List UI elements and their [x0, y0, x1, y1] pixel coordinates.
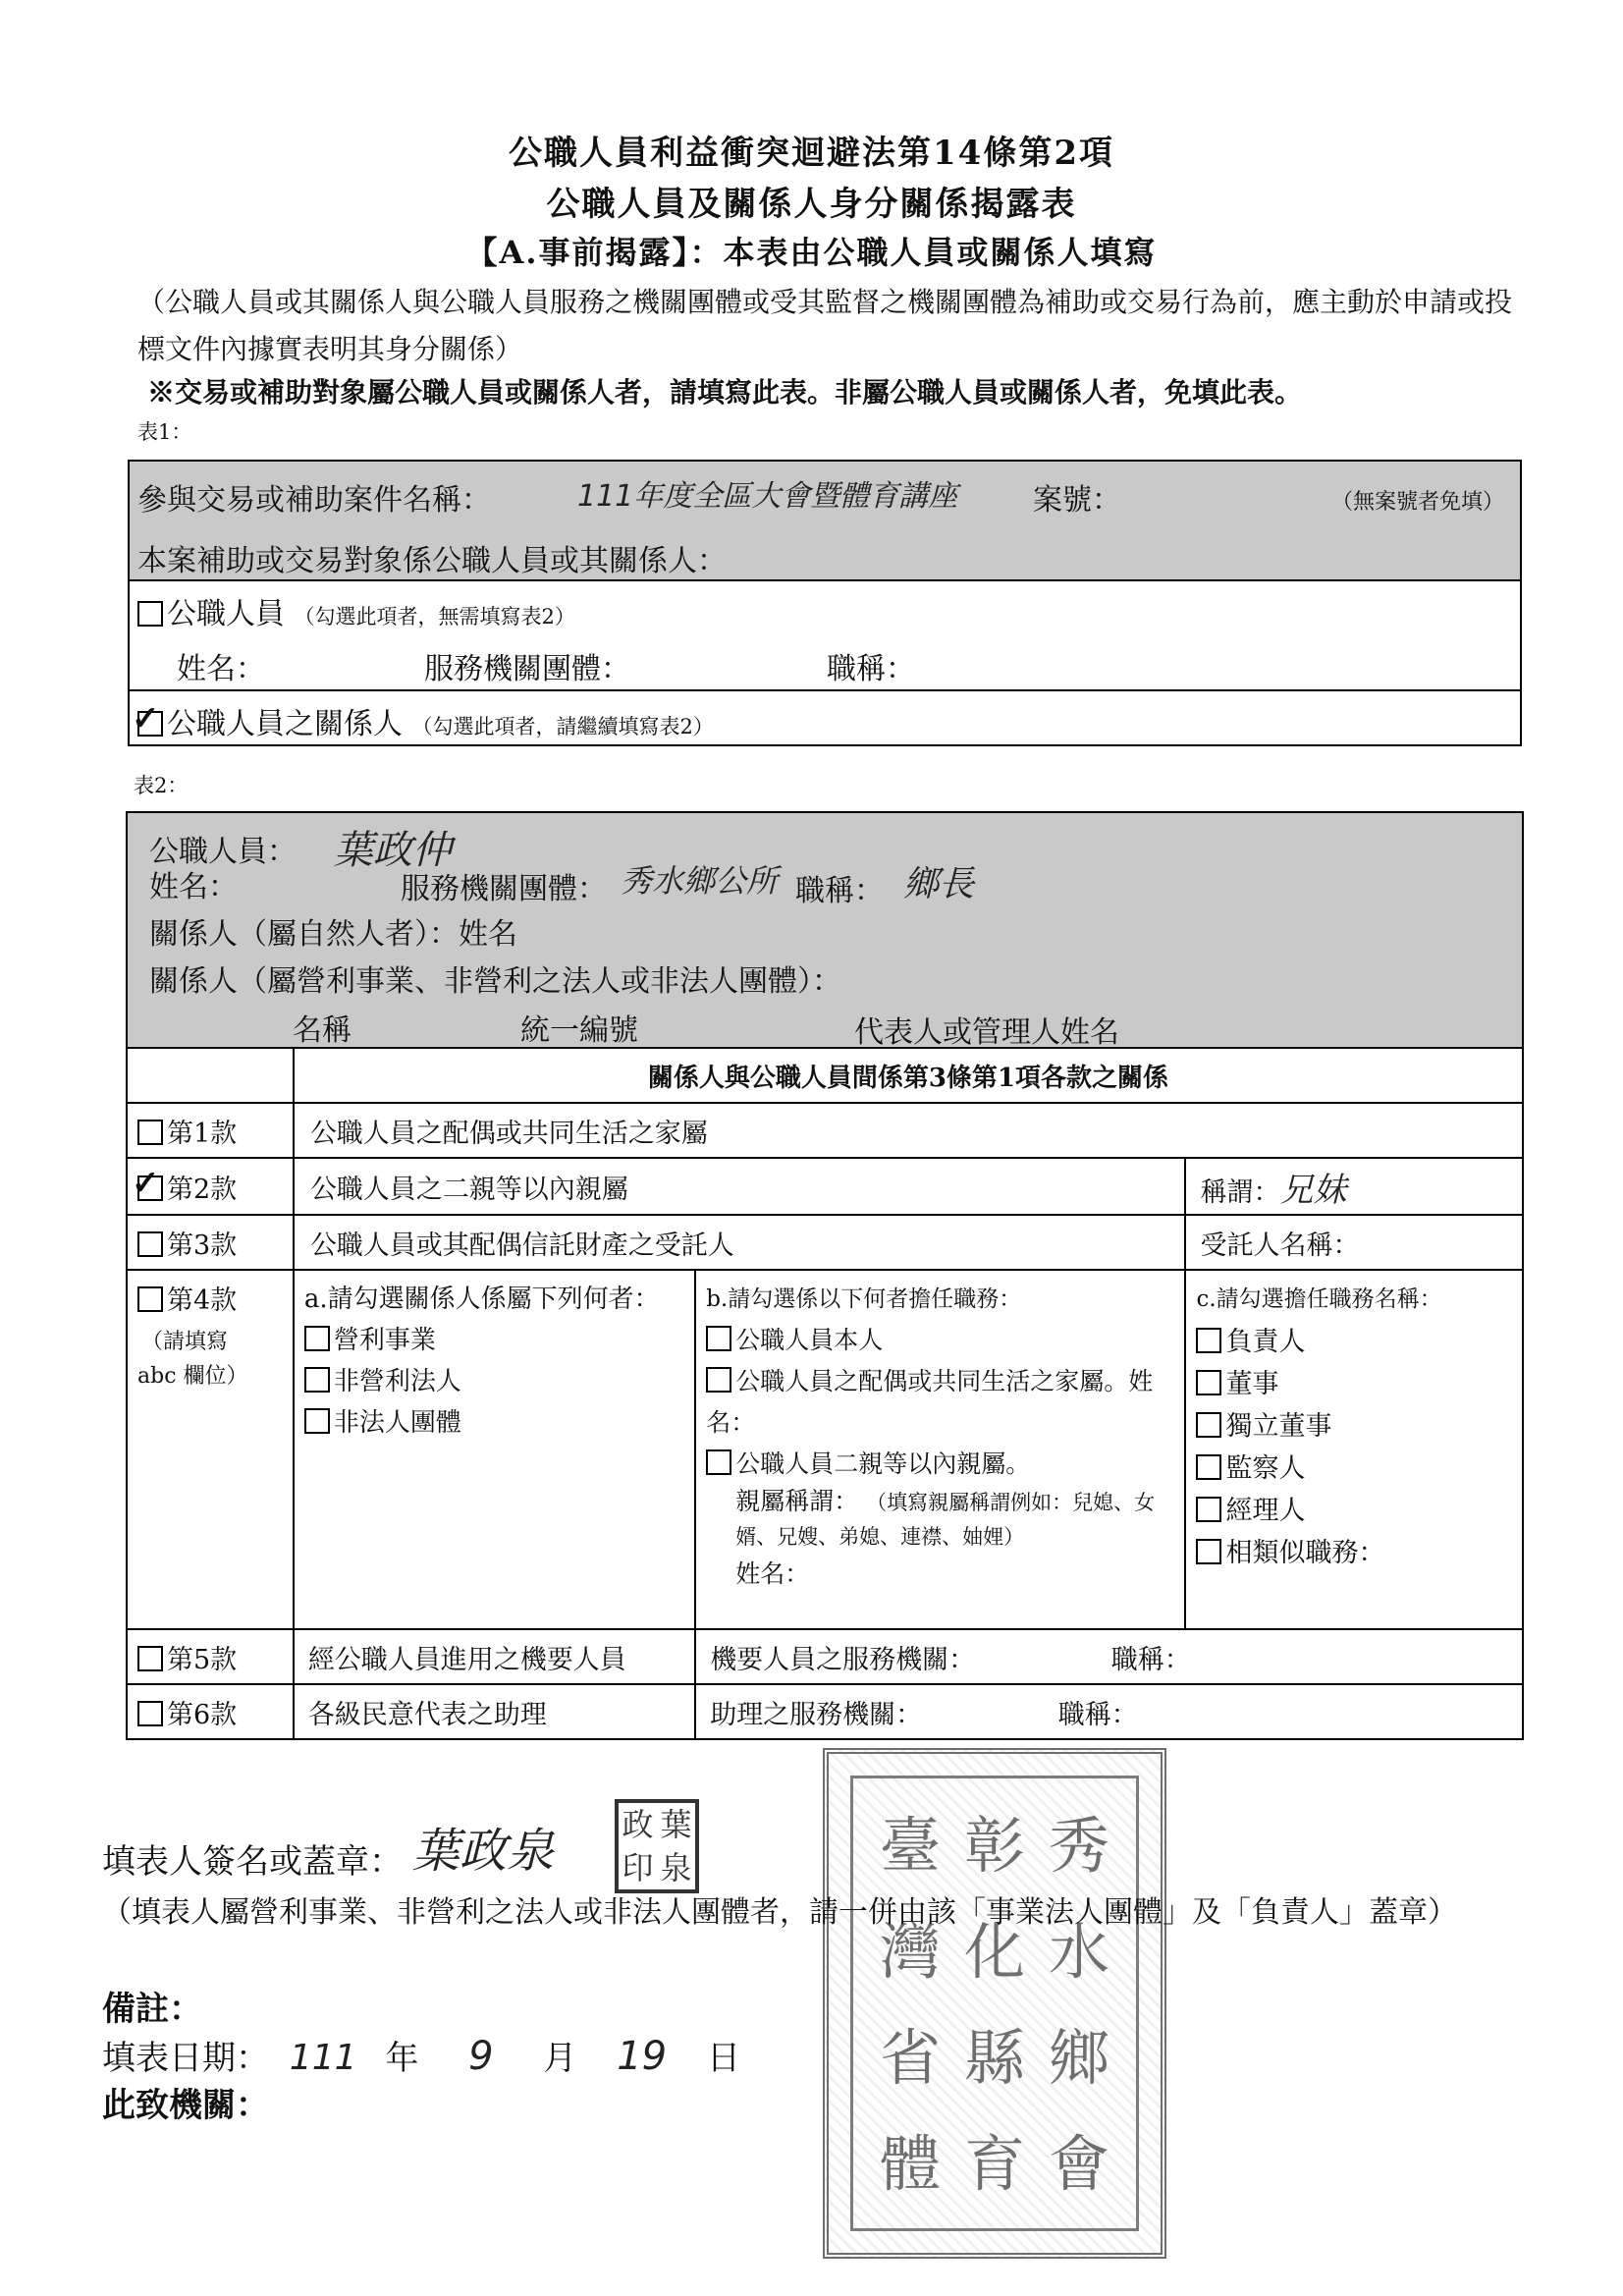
agency-label: 服務機關團體： [401, 872, 607, 906]
clause6-checkbox[interactable] [137, 1701, 163, 1726]
similar-role-label: 相類似職務： [1225, 1538, 1385, 1568]
official-option-label: 公職人員 [167, 597, 285, 631]
clause3-label: 第3款 [167, 1230, 238, 1261]
clause4-c [1185, 1270, 1523, 1629]
official-name-label: 姓名： [177, 652, 265, 686]
clause6-extra [695, 1684, 1523, 1739]
clause4-note1: （請填寫 [141, 1330, 229, 1354]
org-rep-label: 代表人或管理人姓名 [854, 1015, 1119, 1050]
related-option[interactable] [137, 699, 714, 742]
clause4-b-title: b.請勾選係以下何者擔任職務： [706, 1286, 1022, 1312]
org-name-label: 名稱 [293, 1013, 352, 1048]
clause4-a-opt3[interactable] [304, 1402, 684, 1444]
case-number-note: （無案號者免填） [1330, 490, 1504, 515]
fill-date-year[interactable]: 111 [289, 2038, 357, 2078]
official-name-value[interactable]: 葉政仲 [334, 828, 452, 873]
table2-label: 表2： [134, 774, 189, 797]
clause4-b-opt3[interactable] [706, 1444, 1174, 1485]
clause5-desc: 經公職人員進用之機要人員 [294, 1629, 695, 1684]
clause4-a [294, 1270, 695, 1629]
fill-date-label: 填表日期： [102, 2039, 269, 2078]
clause2-extra-value[interactable]: 兄妹 [1279, 1170, 1347, 1210]
form-title-law: 公職人員利益衝突迴避法第14條第2項 [509, 134, 1114, 173]
related-option-row [130, 689, 1520, 744]
clause4-c-opt6[interactable] [1196, 1532, 1512, 1574]
form-intro: （公職人員或其關係人與公職人員服務之機關團體或受其監督之機關團體為補助或交易行為前，應主動於申請或投標文件內據實表明其身分關係） [137, 286, 1513, 365]
clause6-label: 第6款 [167, 1699, 238, 1730]
clause2-extra [1185, 1158, 1523, 1215]
table-row [127, 1215, 1523, 1270]
clause1-cell[interactable] [127, 1103, 294, 1158]
unincorporated-label: 非法人團體 [333, 1408, 461, 1438]
table-row [127, 1103, 1523, 1158]
clause2-extra-label: 稱謂： [1200, 1176, 1280, 1208]
clause4-a-title: a.請勾選關係人係屬下列何者： [303, 1285, 660, 1314]
object-row [130, 524, 1520, 581]
signature-value[interactable]: 葉政泉 [412, 1824, 555, 1879]
personal-seal: 政 葉 印 泉 [615, 1799, 699, 1893]
for-profit-checkbox[interactable] [304, 1326, 330, 1351]
non-profit-checkbox[interactable] [304, 1367, 330, 1393]
official-checkbox[interactable] [137, 601, 163, 627]
org-id-label: 統一編號 [520, 1013, 638, 1048]
clause4-c-title: c.請勾選擔任職務名稱： [1196, 1286, 1442, 1312]
clause4-c-opt2[interactable] [1196, 1363, 1512, 1405]
director-label: 董事 [1225, 1369, 1279, 1399]
addressee-label: 此致機關： [102, 2086, 269, 2125]
independent-director-label: 獨立董事 [1225, 1411, 1332, 1442]
clause4-a-opt1[interactable] [304, 1320, 684, 1361]
org-label: 關係人（屬營利事業、非營利之法人或非法人團體）： [149, 964, 841, 999]
signature-label: 填表人簽名或蓋章： [102, 1842, 403, 1882]
spouse-label: 公職人員之配偶或共同生活之家屬。姓名： [706, 1367, 1154, 1437]
form-title-section: 【A.事前揭露】：本表由公職人員或關係人填寫 [465, 234, 1158, 271]
case-name-row [130, 462, 1520, 526]
clause4-c-opt3[interactable] [1196, 1405, 1512, 1448]
clause4-c-opt5[interactable] [1196, 1490, 1512, 1532]
clause4-label: 第4款 [167, 1285, 238, 1316]
fill-date [102, 2031, 740, 2079]
agency-value[interactable]: 秀水鄉公所 [621, 862, 779, 900]
for-profit-label: 營利事業 [333, 1326, 436, 1355]
clause3-extra-label: 受託人名稱： [1185, 1215, 1523, 1270]
relative-title-label: 親屬稱謂： [735, 1487, 859, 1515]
supervisor-label: 監察人 [1225, 1453, 1306, 1484]
spouse-checkbox[interactable] [706, 1367, 731, 1393]
clause4-cell[interactable] [127, 1270, 294, 1629]
related-checkbox[interactable] [137, 711, 163, 737]
relationship-header: 關係人與公職人員間係第3條第1項各款之關係 [294, 1048, 1523, 1103]
clause4-c-opt1[interactable] [1196, 1321, 1512, 1363]
independent-director-checkbox[interactable] [1196, 1412, 1221, 1438]
table-row [127, 1684, 1523, 1739]
official-title-label: 職稱： [827, 652, 915, 686]
clause5-checkbox[interactable] [137, 1646, 163, 1671]
director-checkbox[interactable] [1196, 1370, 1221, 1395]
case-name-label: 參與交易或補助案件名稱： [137, 483, 491, 518]
related-option-label: 公職人員之關係人 [167, 707, 403, 741]
fill-date-day[interactable]: 19 [617, 2034, 668, 2079]
clause4-note2: abc 欄位） [137, 1364, 248, 1389]
clause2-checkbox[interactable] [137, 1175, 163, 1201]
clause4-c-opt4[interactable] [1196, 1448, 1512, 1490]
clause6-agency-label: 助理之服務機關： [710, 1699, 923, 1730]
clause6-cell[interactable] [127, 1684, 294, 1739]
official-name-label2: 姓名： [149, 870, 238, 904]
clause6-desc: 各級民意代表之助理 [294, 1684, 695, 1739]
relationship-header-row [127, 1048, 1523, 1103]
clause4-checkbox[interactable] [137, 1286, 163, 1312]
clause4-a-opt2[interactable] [304, 1361, 684, 1402]
official-agency-label: 服務機關團體： [424, 652, 630, 686]
clause4-b [695, 1270, 1185, 1629]
owner-label: 負責人 [1225, 1327, 1306, 1357]
clause1-desc: 公職人員之配偶或共同生活之家屬 [294, 1103, 1523, 1158]
fill-date-day-unit: 日 [706, 2039, 740, 2078]
table1 [128, 460, 1522, 746]
clause5-title-label: 職稱： [1110, 1644, 1191, 1675]
manager-checkbox[interactable] [1196, 1497, 1221, 1522]
unincorporated-checkbox[interactable] [304, 1408, 330, 1434]
clause6-title-label: 職稱： [1057, 1699, 1138, 1730]
relationship-table [126, 1047, 1524, 1740]
form-note: ※交易或補助對象屬公職人員或關係人者，請填寫此表。非屬公職人員或關係人者，免填此表。 [147, 376, 1303, 409]
manager-label: 經理人 [1225, 1496, 1306, 1526]
form-title-main: 公職人員及關係人身分關係揭露表 [546, 185, 1077, 224]
natural-person-label: 關係人（屬自然人者）：姓名 [149, 917, 517, 952]
table-row [127, 1158, 1523, 1215]
self-checkbox[interactable] [706, 1326, 731, 1351]
org-stamp-note: （填表人屬營利事業、非營利之法人或非法人團體者，請一併由該「事業法人團體」及「負責人」蓋章） [102, 1895, 1457, 1930]
similar-role-checkbox[interactable] [1196, 1539, 1221, 1564]
association-seal: 臺 彰 秀 灣 化 水 省 縣 鄉 體 育 會 [823, 1748, 1166, 2259]
related-option-note: （勾選此項者，請繼續填寫表2） [411, 715, 714, 738]
title-label: 職稱： [795, 874, 884, 908]
fill-date-year-unit: 年 [385, 2039, 419, 2078]
official-option-note: （勾選此項者，無需填寫表2） [294, 605, 575, 629]
relative-checkbox[interactable] [706, 1449, 731, 1475]
official-option[interactable] [137, 589, 575, 632]
clause2-cell[interactable] [127, 1158, 294, 1215]
title-value[interactable]: 鄉長 [903, 864, 975, 904]
clause4-b-name-label: 姓名： [735, 1559, 810, 1588]
relative-title-note: （填寫親屬稱謂例如：兒媳、女婿、兄嫂、弟媳、連襟、妯娌） [735, 1491, 1156, 1549]
clause3-desc: 公職人員或其配偶信託財產之受託人 [294, 1215, 1186, 1270]
clause4-b-opt1[interactable] [706, 1320, 1174, 1361]
fill-date-month[interactable]: 9 [468, 2034, 494, 2079]
clause5-extra [695, 1629, 1523, 1684]
table-row [127, 1629, 1523, 1684]
clause3-cell[interactable] [127, 1215, 294, 1270]
clause4-b-opt2[interactable] [706, 1361, 1174, 1444]
fill-date-month-unit: 月 [543, 2039, 577, 2078]
case-name-value[interactable]: 111年度全區大會暨體育講座 [577, 479, 958, 514]
official-label: 公職人員： [149, 835, 297, 869]
clause2-desc: 公職人員之二親等以內親屬 [294, 1158, 1186, 1215]
case-number-label: 案號： [1033, 483, 1121, 518]
table1-label: 表1： [137, 420, 192, 444]
official-option-row [130, 579, 1520, 691]
table2-header-block [126, 811, 1524, 1050]
clause5-agency-label: 機要人員之服務機關： [710, 1644, 976, 1675]
clause1-checkbox[interactable] [137, 1120, 163, 1145]
table-row [127, 1270, 1523, 1629]
non-profit-label: 非營利法人 [333, 1367, 461, 1396]
clause4-b-rel [706, 1485, 1174, 1554]
clause5-label: 第5款 [167, 1644, 238, 1675]
clause2-label: 第2款 [167, 1174, 238, 1205]
supervisor-checkbox[interactable] [1196, 1454, 1221, 1480]
clause5-cell[interactable] [127, 1629, 294, 1684]
relative-label: 公職人員二親等以內親屬。 [735, 1449, 1031, 1478]
remark-label: 備註： [102, 1990, 202, 2029]
clause3-checkbox[interactable] [137, 1231, 163, 1257]
object-label: 本案補助或交易對象係公職人員或其關係人： [137, 544, 727, 578]
self-label: 公職人員本人 [735, 1326, 884, 1354]
owner-checkbox[interactable] [1196, 1328, 1221, 1353]
clause1-label: 第1款 [167, 1118, 238, 1149]
